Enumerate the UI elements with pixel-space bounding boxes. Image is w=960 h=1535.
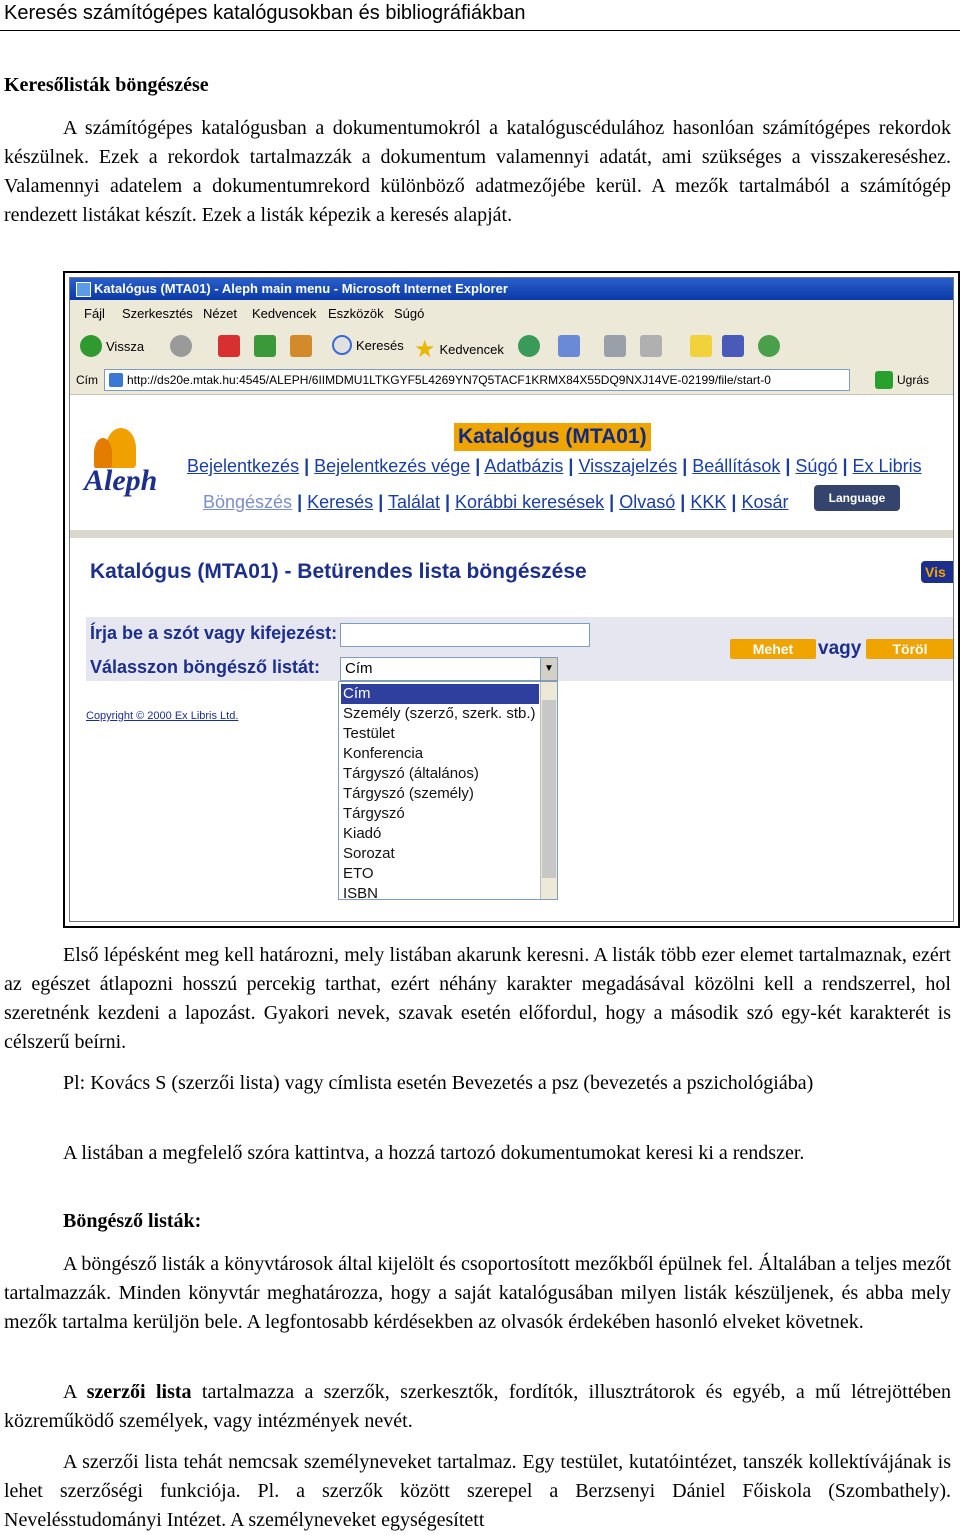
notes-icon [690,335,712,357]
list-option[interactable]: ETO [343,865,374,882]
list-select[interactable] [340,657,558,681]
history-button[interactable] [518,335,540,357]
term-input[interactable] [340,623,590,647]
nav-feedback[interactable]: Visszajelzés [578,456,678,476]
back-button[interactable] [80,335,144,357]
history-icon [518,335,540,357]
paragraph-author-list-detail: A szerzői lista tehát nemcsak személyneveket tartalmaz. Egy testület, kutatóintézet, tanszék kollektívájának is lehet szerzőségi funkciója. Pl. a szerzők között szerepel a Berzsenyi Dániel Főiskola (Szombathely). Nevelésstudományi Intézet. A személyneveket egységesített [4,1451,951,1531]
messenger-icon [758,335,780,357]
address-input[interactable] [104,369,850,391]
nav-search[interactable]: Keresés [307,492,374,512]
menu-help[interactable]: Súgó [394,306,425,321]
list-scrollbar[interactable] [540,682,557,899]
para6-post: tartalmazza a szerzők, szerkesztők, fordítók, illusztrátorok és egyéb, a mű létrejöttében közreműködő személyek, vagy intézmények nevét. [4,1381,952,1432]
nav-faq[interactable]: KKK [690,492,727,512]
paragraph-author-list [4,1378,951,1436]
list-option[interactable]: Cím [341,684,539,704]
browse-page-title: Katalógus (MTA01) - Betürendes lista böngészése [90,560,587,583]
nav-settings[interactable]: Beállítások [692,456,781,476]
search-icon [332,335,352,355]
go-label: Ugrás [896,373,929,387]
home-icon [290,335,312,357]
messenger-button[interactable] [758,335,780,357]
nav-database[interactable]: Adatbázis [484,456,564,476]
mail-button[interactable] [558,335,580,357]
paragraph-browse-lists: A böngésző listák a könyvtárosok által kijelölt és csoportosított mezőkből épülnek fel. Általában a teljes mezőt tartalmazzák. Minden könyvtár meghatározza, hogy a saját katalógusában milyen listák készüljenek, és abba mely mezők tartalma kerüljön bele. A legfontosabb kérdésekben az olvasók érdekében hasonló elveket követnek. [4,1253,951,1333]
search-label: Keresés [356,337,404,353]
ie-icon [76,282,91,297]
go-search-button[interactable]: Mehet [730,639,816,659]
search-button[interactable] [332,335,404,355]
intro-paragraph: A számítógépes katalógusban a dokumentumokról a katalóguscédulához hasonlóan számítógépes rekordok készülnek. Ezek a rekordok tartalmazzák a dokumentum valamennyi adatát, ami szükséges a visszakereséshez. Valamennyi adatelem a dokumentumrekord különböző adatmezőjébe kerül. A mezők tartalmából a számítógép rendezett listákat készít. Ezek a listák képezik a keresés alapját. [4,117,951,226]
scrollbar-thumb[interactable] [542,700,556,878]
favorites-button[interactable] [414,335,504,364]
forward-button[interactable] [170,335,192,357]
author-list-term: szerzői lista [86,1381,192,1403]
window-titlebar [70,278,953,300]
menu-view[interactable]: Nézet [203,306,237,321]
notes-button[interactable] [690,335,712,357]
window-title: Katalógus (MTA01) - Aleph main menu - Microsoft Internet Explorer [94,281,508,296]
menu-edit[interactable]: Szerkesztés [122,306,193,321]
menu-file[interactable]: Fájl [84,306,105,321]
aleph-logo [80,428,158,498]
refresh-icon [254,335,276,357]
para6-pre: A [63,1381,77,1403]
list-option[interactable]: Személy (szerző, szerk. stb.) [343,705,536,722]
list-select-value: Cím [345,660,373,677]
back-arrow-icon [80,335,102,357]
nav-browse[interactable]: Böngészés [203,492,293,512]
research-button[interactable] [722,335,744,357]
refresh-button[interactable] [254,335,276,357]
section-heading-browsing: Keresőlisták böngészése [4,74,209,96]
nav-history[interactable]: Korábbi keresések [455,492,605,512]
nav-help[interactable]: Súgó [795,456,838,476]
copyright-link[interactable]: Copyright © 2000 Ex Libris Ltd. [86,710,239,722]
print-button[interactable] [604,335,626,357]
address-bar [70,366,953,395]
edit-icon [640,335,662,357]
document-header [0,0,960,31]
list-option[interactable]: Tárgyszó (általános) [343,765,479,782]
vis-tab[interactable]: Vis [921,561,953,583]
stop-icon [218,335,240,357]
nav-row-secondary: Böngészés | Keresés | Találat | Korábbi keresések | Olvasó | KKK | Kosár [203,492,789,512]
list-dropdown[interactable] [338,681,558,900]
mail-icon [558,335,580,357]
embedded-screenshot [63,271,960,928]
enter-term-label: Írja be a szót vagy kifejezést: [90,623,338,643]
menu-bar [70,300,953,327]
go-arrow-icon [875,371,893,389]
nav-reader[interactable]: Olvasó [619,492,676,512]
list-option[interactable]: Tárgyszó [343,805,405,822]
print-icon [604,335,626,357]
address-url: http://ds20e.mtak.hu:4545/ALEPH/6IIMDMU1LTKGYF5L4269YN7Q5TACF1KRMX84X55DQ9NXJ14VE-02199/file/start-0 [127,373,771,387]
list-option[interactable]: Tárgyszó (személy) [343,785,474,802]
list-option[interactable]: Konferencia [343,745,424,762]
nav-logout[interactable]: Bejelentkezés vége [314,456,471,476]
or-text: vagy [818,638,862,659]
stop-button[interactable] [218,335,240,357]
address-label: Cím [76,373,98,387]
edit-button[interactable] [640,335,662,357]
nav-exlibris[interactable]: Ex Libris [852,456,922,476]
document-header-title: Keresés számítógépes katalógusokban és bibliográfiákban [4,2,526,24]
forward-arrow-icon [170,335,192,357]
paragraph-example: Pl: Kovács S (szerzői lista) vagy címlista esetén Bevezetés a psz (bevezetés a pszichológiába) [63,1072,814,1094]
list-option[interactable]: ISBN [343,885,379,898]
menu-favorites[interactable]: Kedvencek [252,306,317,321]
catalog-title: Katalógus (MTA01) [454,423,651,451]
nav-results[interactable]: Találat [387,492,440,512]
menu-tools[interactable]: Eszközök [328,306,384,321]
list-option[interactable]: Testület [343,725,395,742]
aleph-logo-text: Aleph [84,464,158,497]
nav-row-primary: Bejelentkezés | Bejelentkezés vége | Adatbázis | Visszajelzés | Beállítások | Súgó | Ex Libris [187,456,922,476]
paragraph-click: A listában a megfelelő szóra kattintva, a hozzá tartozó dokumentumokat keresi ki a rendszer. [63,1142,805,1164]
list-option[interactable]: Kiadó [343,825,382,842]
browser-toolbar [70,326,953,367]
section-heading-browse-lists: Böngésző listák: [63,1210,202,1232]
star-icon: ★ [414,336,436,363]
favorites-label: Kedvencek [439,342,504,357]
select-list-label: Válasszon böngésző listát: [90,657,321,677]
nav-basket[interactable]: Kosár [741,492,789,512]
home-button[interactable] [290,335,312,357]
list-option[interactable]: Sorozat [343,845,395,862]
nav-login[interactable]: Bejelentkezés [187,456,300,476]
page-icon [109,373,123,387]
clear-button[interactable]: Töröl [866,639,954,659]
research-icon [722,335,744,357]
language-button[interactable]: Language [814,485,900,511]
divider [70,530,953,538]
paragraph-first-step: Első lépésként meg kell határozni, mely listában akarunk keresni. A listák több ezer elemet tartalmaznak, ezért az egészet átlapozni hosszú percekig tarthat, ezért néhány karakter megadásával közölni kell a rendszerrel, hol szeretnénk kezdeni a lapozást. Gyakori nevek, szavak esetén előfordul, hogy a második szó egy-két karakterét is célszerű beírni. [4,944,951,1053]
back-label: Vissza [106,338,145,354]
go-button[interactable] [875,371,929,389]
chevron-down-icon[interactable]: ▼ [540,658,557,680]
